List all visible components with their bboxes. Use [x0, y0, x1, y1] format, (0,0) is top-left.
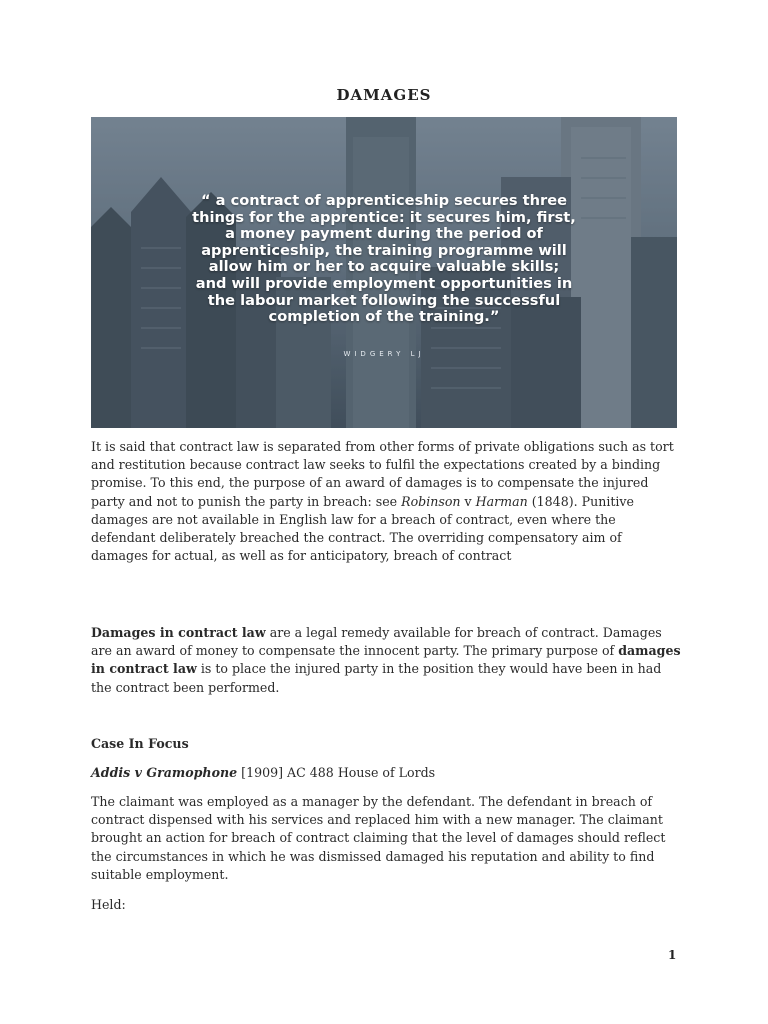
paragraph-damages-definition [91, 624, 681, 697]
intro-text-a: It is said that contract law is separated from other forms of private obligations such as tort and restitution because contract law seeks to fulfil the expectations created by a binding promise. To this end, the purpose of an award of damages is to compensate the injured party and not to punish the party in breach: see [91, 439, 674, 509]
page-title: DAMAGES [336, 86, 432, 104]
case-citation-line [91, 764, 681, 782]
paragraph-case-facts: The claimant was employed as a manager by the defendant. The defendant in breach of contract dispensed with his services and replaced him with a new manager. The claimant brought an action for breach of contract claiming that the level of damages should reflect the circumstances in which he was dismissed damaged his reputation and ability to find suitable employment. [91, 794, 666, 882]
bold-term-1: Damages in contract law [91, 625, 266, 640]
case-citation: [1909] AC 488 House of Lords [237, 765, 436, 780]
case-name: Addis v Gramophone [91, 765, 238, 780]
definition-text-2: is to place the injured party in the position they would have been in had the contract been performed. [91, 661, 662, 695]
bold-term-2: damages in contract law [91, 643, 681, 677]
intro-text-b: (1848). Punitive damages are not available in English law for a breach of contract, even where the defendant deliberately breached the contract. The overriding compensatory aim of damages for actual, as well as for anticipatory, breach of contract [91, 493, 635, 564]
paragraph-intro [91, 438, 681, 565]
quote-author: WIDGERY LJ [343, 350, 425, 358]
versus: v [460, 493, 476, 509]
held-label: Held: [91, 897, 126, 912]
page-number: 1 [668, 948, 677, 962]
definition-text-1: are a legal remedy available for breach of contract. Damages are an award of money to compensate the innocent party. The primary purpose of [91, 625, 662, 659]
case-in-focus-heading: Case In Focus [91, 736, 189, 751]
case-name-harman: Harman [475, 493, 528, 509]
quote-banner-image [91, 117, 677, 428]
banner-quote: “ a contract of apprenticeship secures three things for the apprentice: it secures him, first, a money payment during the period of apprenticeship, the training programme will allow him or her to acquire valuable skills; and will provide employment opportunities in the labour market following the successful completion of the training.” [192, 192, 576, 326]
case-name-robinson: Robinson [401, 493, 461, 509]
